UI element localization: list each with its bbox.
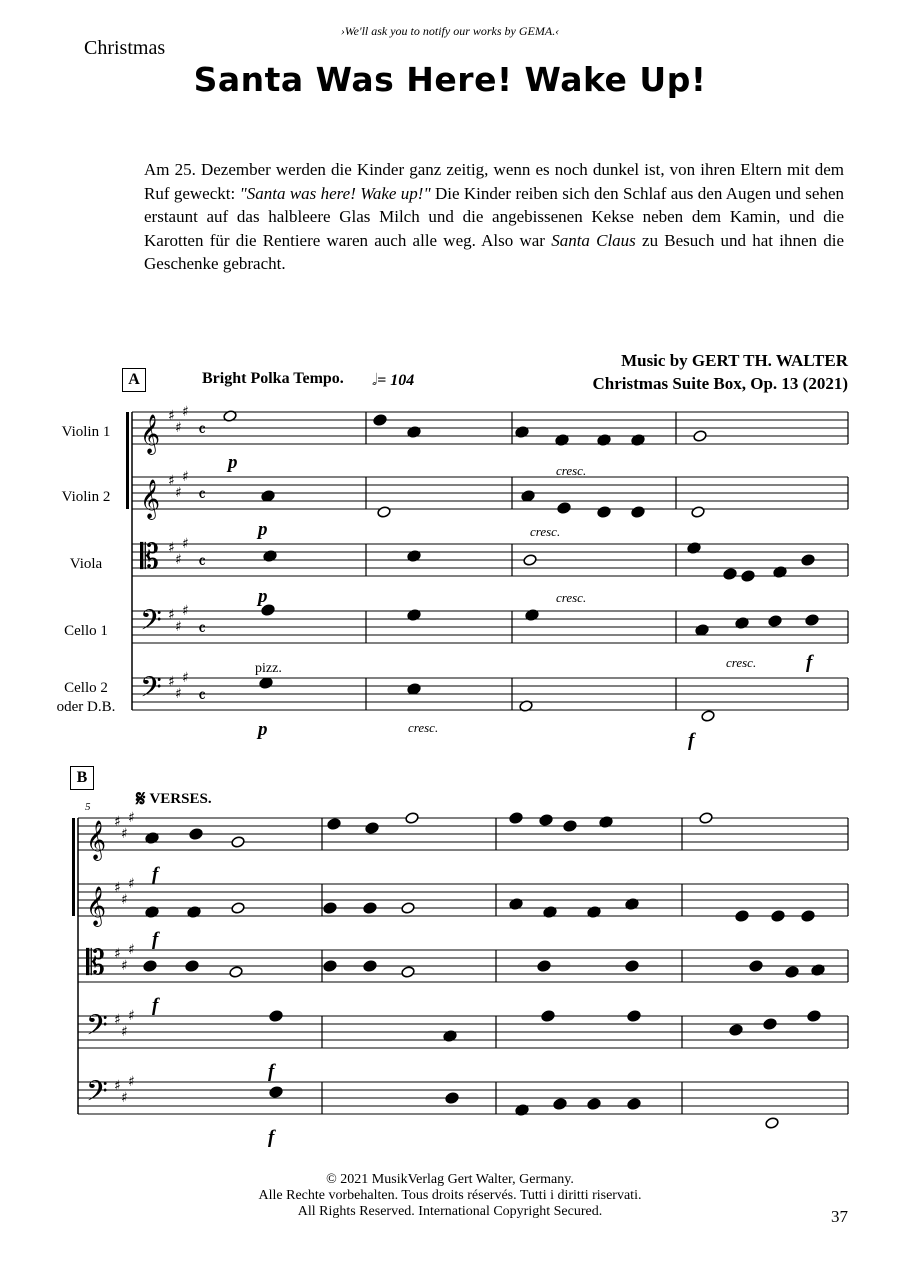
note-head bbox=[401, 966, 415, 979]
note-head bbox=[539, 814, 553, 827]
note-head bbox=[631, 506, 645, 519]
note-head bbox=[323, 960, 337, 973]
alto-clef-icon: 𝄡 bbox=[86, 943, 105, 983]
tempo-marking: Bright Polka Tempo. bbox=[202, 370, 344, 387]
label-cello-2: Cello 2 oder D.B. bbox=[56, 680, 116, 715]
sharp-icon: ♯ bbox=[168, 540, 175, 556]
sharp-icon: ♯ bbox=[168, 607, 175, 623]
bracket-violins bbox=[72, 818, 75, 916]
sharp-icon: ♯ bbox=[182, 603, 189, 619]
note-head bbox=[521, 490, 535, 503]
composer-credit: Music by GERT TH. WALTER bbox=[621, 351, 848, 370]
sharp-icon: ♯ bbox=[121, 892, 128, 908]
note-head bbox=[801, 910, 815, 923]
cresc-marking: cresc. bbox=[726, 655, 757, 670]
label-violin-2: Violin 2 bbox=[61, 489, 111, 505]
dynamic-f: f bbox=[152, 995, 159, 1016]
rights-line: Alle Rechte vorbehalten. Tous droits réservés. Tutti i diritti riservati. bbox=[258, 1188, 642, 1203]
note-head bbox=[189, 828, 203, 841]
sharp-icon: ♯ bbox=[121, 958, 128, 974]
common-time-icon: 𝄴 bbox=[198, 485, 207, 506]
note-head bbox=[771, 910, 785, 923]
sharp-icon: ♯ bbox=[128, 942, 135, 958]
dynamic-f: f bbox=[152, 864, 159, 885]
label-viola: Viola bbox=[69, 556, 103, 572]
sharp-icon: ♯ bbox=[182, 536, 189, 552]
note-head bbox=[509, 812, 523, 825]
sharp-icon: ♯ bbox=[175, 686, 182, 702]
dynamic-f: f bbox=[268, 1061, 275, 1082]
dynamics-markings bbox=[152, 452, 814, 1148]
sharp-icon: ♯ bbox=[114, 880, 121, 896]
treble-clef-icon: 𝄞 bbox=[86, 820, 107, 860]
dynamic-f: f bbox=[688, 730, 695, 751]
note-head bbox=[541, 1010, 555, 1023]
note-head bbox=[327, 818, 341, 831]
sharp-icon: ♯ bbox=[121, 1024, 128, 1040]
note-head bbox=[625, 960, 639, 973]
genre-label: Christmas bbox=[84, 37, 166, 59]
sharp-icon: ♯ bbox=[175, 485, 182, 501]
dynamic-p: p bbox=[258, 519, 268, 540]
label-cello-1: Cello 1 bbox=[64, 623, 108, 639]
note-head bbox=[377, 506, 391, 519]
intro-text: Am 25. Dezember werden die Kinder ganz zeitig, wenn es noch dunkel ist, von ihren Eltern mit dem Ruf geweckt: "Santa was here! Wake up!" Die Kinder reiben sich den Schlaf aus den Augen und sehen erstaunt auf das halbleere Glas Milch und die angebissenen Kekse neben dem Kamin, und die Karotten für die Rentiere waren auch alle weg. Also war Santa Claus zu Besuch und hat ihnen die Geschenke gebracht. bbox=[144, 160, 845, 273]
note-head bbox=[229, 966, 243, 979]
note-head bbox=[407, 683, 421, 696]
cresc-marking: cresc. bbox=[408, 720, 439, 735]
treble-clef-icon: 𝄞 bbox=[86, 886, 107, 926]
dynamic-f: f bbox=[268, 1127, 275, 1148]
rights-line-en: All Rights Reserved. International Copyright Secured. bbox=[297, 1204, 603, 1219]
piece-title: Santa Was Here! Wake Up! bbox=[193, 60, 707, 99]
note-head bbox=[693, 430, 707, 443]
sharp-icon: ♯ bbox=[168, 674, 175, 690]
sharp-icon: ♯ bbox=[175, 552, 182, 568]
sharp-icon: ♯ bbox=[168, 408, 175, 424]
note-head bbox=[723, 568, 737, 581]
note-head bbox=[363, 960, 377, 973]
note-head bbox=[401, 902, 415, 915]
note-head bbox=[261, 490, 275, 503]
sharp-icon: ♯ bbox=[114, 814, 121, 830]
note-head bbox=[807, 1010, 821, 1023]
note-head bbox=[269, 1086, 283, 1099]
sharp-icon: ♯ bbox=[114, 1078, 121, 1094]
page-number: 37 bbox=[831, 1207, 848, 1226]
dynamic-p: p bbox=[258, 719, 268, 740]
note-head bbox=[749, 960, 763, 973]
note-head bbox=[741, 570, 755, 583]
note-head bbox=[557, 502, 571, 515]
note-head bbox=[701, 710, 715, 723]
treble-clef-icon: 𝄞 bbox=[140, 479, 161, 519]
note-head bbox=[269, 1010, 283, 1023]
dynamic-f: f bbox=[806, 652, 813, 673]
rehearsal-mark-b: B bbox=[70, 766, 94, 790]
note-head bbox=[259, 677, 273, 690]
note-head bbox=[523, 554, 537, 567]
note-head bbox=[695, 624, 709, 637]
sharp-icon: ♯ bbox=[121, 1090, 128, 1106]
segno-icon: 𝄋 bbox=[136, 787, 146, 812]
sharp-icon: ♯ bbox=[128, 1074, 135, 1090]
note-head bbox=[768, 615, 782, 628]
copyright-footer bbox=[0, 1172, 900, 1220]
note-head bbox=[691, 506, 705, 519]
sharp-icon: ♯ bbox=[114, 946, 121, 962]
gema-notice: ›We'll ask you to notify our works by GEMA.‹ bbox=[340, 24, 560, 38]
dynamic-f: f bbox=[152, 929, 159, 950]
sharp-icon: ♯ bbox=[175, 619, 182, 635]
note-head bbox=[231, 902, 245, 915]
common-time-icon: 𝄴 bbox=[198, 686, 207, 707]
sharp-icon: ♯ bbox=[182, 670, 189, 686]
sharp-icon: ♯ bbox=[121, 826, 128, 842]
bass-clef-icon: 𝄢 bbox=[140, 604, 162, 644]
cresc-marking: cresc. bbox=[530, 524, 561, 539]
treble-clef-icon: 𝄞 bbox=[140, 414, 161, 454]
bass-clef-icon: 𝄢 bbox=[140, 671, 162, 711]
pizz-marking: pizz. bbox=[255, 661, 282, 676]
dynamic-p: p bbox=[228, 452, 238, 473]
note-head bbox=[537, 960, 551, 973]
metronome-marking: 𝅗𝅥= 104 bbox=[372, 370, 415, 389]
sharp-icon: ♯ bbox=[114, 1012, 121, 1028]
note-head bbox=[373, 414, 387, 427]
common-time-icon: 𝄴 bbox=[198, 552, 207, 573]
sharp-icon: ♯ bbox=[128, 876, 135, 892]
note-head bbox=[763, 1018, 777, 1031]
sharp-icon: ♯ bbox=[168, 473, 175, 489]
rehearsal-mark-a: A bbox=[122, 368, 146, 392]
bracket-violins bbox=[126, 412, 129, 509]
note-head bbox=[627, 1010, 641, 1023]
note-head bbox=[185, 960, 199, 973]
dynamic-p: p bbox=[258, 586, 268, 607]
note-head bbox=[553, 1098, 567, 1111]
note-head bbox=[699, 812, 713, 825]
sharp-icon: ♯ bbox=[182, 404, 189, 420]
note-head bbox=[323, 902, 337, 915]
bass-clef-icon: 𝄢 bbox=[86, 1075, 108, 1115]
sharp-icon: ♯ bbox=[128, 810, 135, 826]
note-head bbox=[563, 820, 577, 833]
note-head bbox=[627, 1098, 641, 1111]
cresc-marking: cresc. bbox=[556, 463, 587, 478]
note-head bbox=[729, 1024, 743, 1037]
bass-clef-icon: 𝄢 bbox=[86, 1009, 108, 1049]
note-head bbox=[587, 1098, 601, 1111]
work-credit: Christmas Suite Box, Op. 13 (2021) bbox=[592, 374, 848, 393]
sharp-icon: ♯ bbox=[128, 1008, 135, 1024]
note-head bbox=[363, 902, 377, 915]
note-head bbox=[445, 1092, 459, 1105]
note-head bbox=[801, 554, 815, 567]
note-head bbox=[785, 966, 799, 979]
section-verses: 𝄋 VERSES. bbox=[136, 787, 212, 812]
copyright-line: © 2021 MusikVerlag Gert Walter, Germany. bbox=[326, 1172, 574, 1187]
note-head bbox=[805, 614, 819, 627]
sharp-icon: ♯ bbox=[182, 469, 189, 485]
note-head bbox=[143, 960, 157, 973]
note-heads bbox=[143, 410, 825, 1130]
measure-number: 5 bbox=[85, 801, 91, 813]
cresc-marking: cresc. bbox=[556, 590, 587, 605]
common-time-icon: 𝄴 bbox=[198, 420, 207, 441]
label-violin-1: Violin 1 bbox=[61, 424, 111, 440]
note-head bbox=[365, 822, 379, 835]
note-head bbox=[735, 910, 749, 923]
note-head bbox=[597, 506, 611, 519]
common-time-icon: 𝄴 bbox=[198, 619, 207, 640]
note-head bbox=[231, 836, 245, 849]
sharp-icon: ♯ bbox=[175, 420, 182, 436]
alto-clef-icon: 𝄡 bbox=[140, 537, 159, 577]
note-head bbox=[765, 1117, 779, 1130]
note-head bbox=[405, 812, 419, 825]
